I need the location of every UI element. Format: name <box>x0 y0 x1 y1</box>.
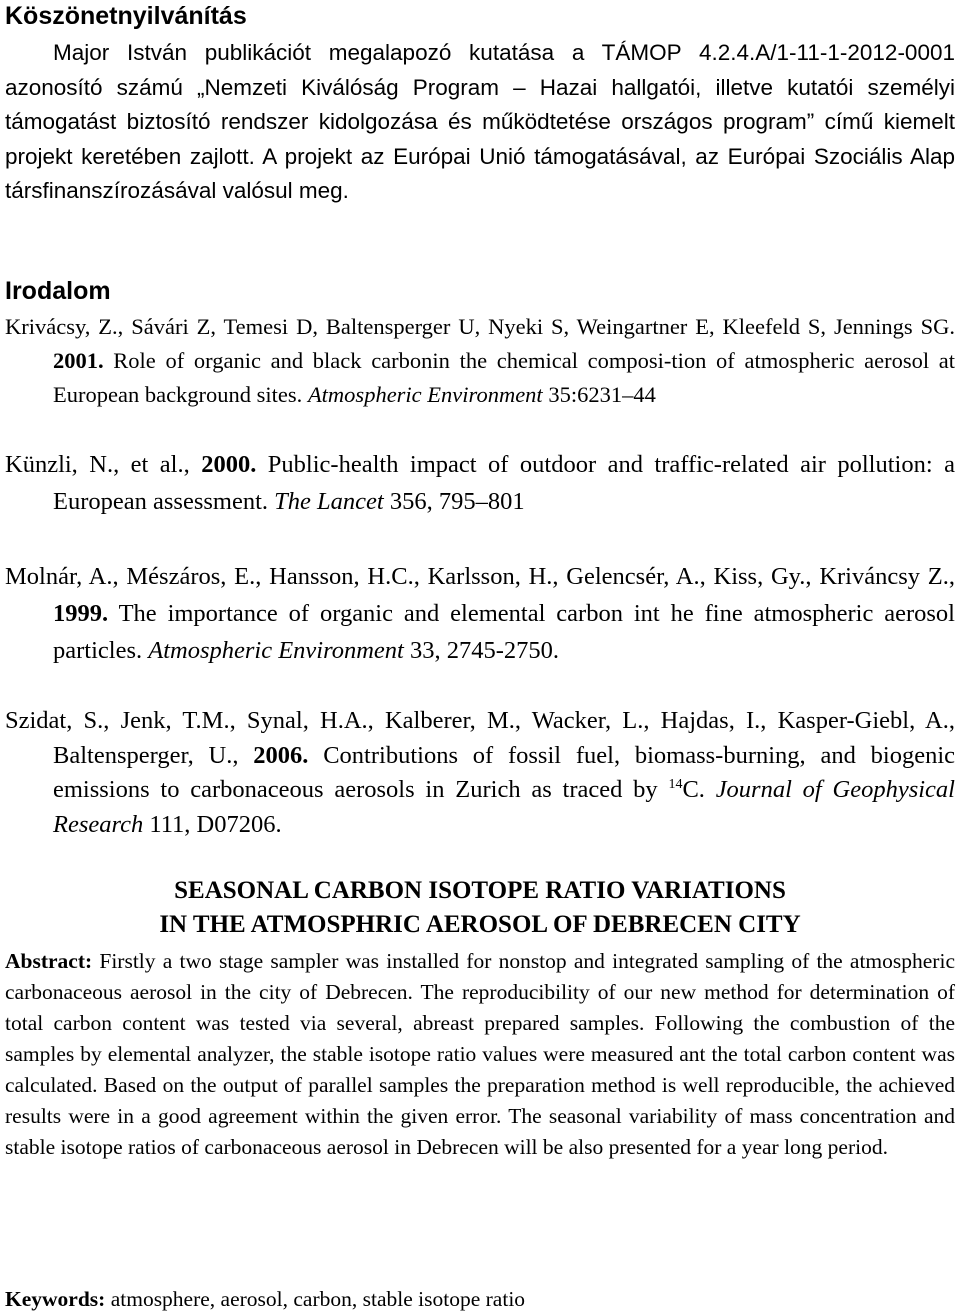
reference-1 <box>5 310 955 412</box>
reference-2-journal: The Lancet <box>274 488 384 515</box>
reference-4-volume: 111, D07206. <box>143 810 282 838</box>
paper-title-line-2: IN THE ATMOSPHRIC AEROSOL OF DEBRECEN CITY <box>159 911 801 938</box>
reference-2-volume: 356, 795–801 <box>383 488 525 515</box>
abstract-label: Abstract: <box>5 949 93 973</box>
reference-4 <box>5 704 955 842</box>
paper-title-line-1: SEASONAL CARBON ISOTOPE RATIO VARIATIONS <box>174 877 786 904</box>
keywords-label: Keywords: <box>5 1287 106 1311</box>
reference-4-authors: Szidat, S., Jenk, T.M., Synal, H.A., Kalberer, M., Wacker, L., Hajdas, I., Kasper-Giebl, A., Baltensperger, U., <box>5 707 955 769</box>
reference-3-title: The importance of organic and elemental carbon int he fine atmospheric aerosol particles. <box>53 600 955 664</box>
reference-4-superscript: 14 <box>668 776 683 792</box>
reference-3-year: 1999. <box>53 600 109 627</box>
reference-1-year: 2001. <box>53 348 104 373</box>
reference-1-journal: Atmospheric Environment <box>307 382 543 407</box>
paper-title <box>0 874 960 942</box>
reference-2-year: 2000. <box>201 451 257 478</box>
keywords <box>5 1284 955 1315</box>
reference-2-title: Public-health impact of outdoor and traffic-related air pollution: a European assessment. <box>53 451 955 515</box>
reference-1-volume: 35:6231–44 <box>542 382 656 407</box>
reference-3-volume: 33, 2745-2750. <box>403 637 560 664</box>
reference-2-authors: Künzli, N., et al., <box>5 451 190 478</box>
keywords-text: atmosphere, aerosol, carbon, stable isotope ratio <box>105 1287 526 1311</box>
literature-heading: Irodalom <box>5 277 111 305</box>
reference-4-title-end: C. <box>682 776 716 803</box>
reference-2 <box>5 446 955 520</box>
reference-4-year: 2006. <box>253 741 309 769</box>
reference-1-authors: Krivácsy, Z., Sávári Z, Temesi D, Baltensperger U, Nyeki S, Weingartner E, Kleefeld S, Jennings SG. <box>5 314 955 339</box>
acknowledgement-heading: Köszönetnyilvánítás <box>5 2 247 30</box>
abstract-text: Firstly a two stage sampler was installed for nonstop and integrated sampling of the atmospheric carbonaceous aerosol in the city of Debrecen. The reproducibility of our new method for determination of total carbon content was tested via several, abreast prepared samples. Following the combustion of the samples by elemental analyzer, the stable isotope ratio values were measured ant the total carbon content was calculated. Based on the output of parallel samples the preparation method is well reproducible, the achieved results were in a good agreement within the given error. The seasonal variability of mass concentration and stable isotope ratios of carbonaceous aerosol in Debrecen will be also presented for a year long period. <box>5 949 955 1159</box>
reference-4-journal: Journal of Geophysical Research <box>53 776 955 838</box>
reference-4-title: Contributions of fossil fuel, biomass-burning, and biogenic emissions to carbonaceous aerosols in Zurich as traced by <box>53 741 955 803</box>
reference-3-authors: Molnár, A., Mészáros, E., Hansson, H.C., Karlsson, H., Gelencsér, A., Kiss, Gy., Kriváncsy Z., <box>5 563 955 590</box>
reference-3 <box>5 558 955 669</box>
reference-3-journal: Atmospheric Environment <box>148 637 404 664</box>
acknowledgement-text: Major István publikációt megalapozó kutatása a TÁMOP 4.2.4.A/1-11-1-2012-0001 azonosító számú „Nemzeti Kiválóság Program – Hazai hallgatói, illetve kutatói személyi támogatást biztosító rendszer kidolgozása és működtetése országos program” című kiemelt projekt keretében zajlott. A projekt az Európai Unió támogatásával, az Európai Szociális Alap társfinanszírozásával valósul meg. <box>5 40 955 203</box>
abstract <box>5 946 955 1163</box>
reference-1-title: Role of organic and black carbonin the chemical composi-tion of atmospheric aerosol at European background sites. <box>53 348 955 407</box>
